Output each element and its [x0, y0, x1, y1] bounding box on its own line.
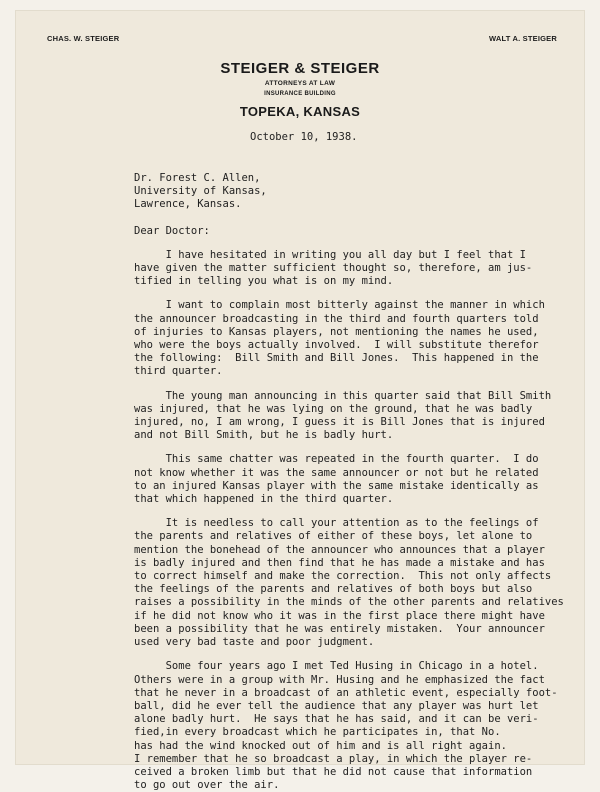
- paragraph-line: injured, no, I am wrong, I guess it is Bill Jones that is injured: [134, 416, 545, 429]
- paragraph-line: Others were in a group with Mr. Husing and he emphasized the fact: [134, 673, 545, 686]
- body-paragraph: [134, 660, 558, 792]
- paragraph-line: ball, did he ever tell the audience that any player was hurt let: [134, 699, 539, 712]
- partner-right-name: WALT A. STEIGER: [489, 34, 557, 43]
- body-paragraph: [134, 389, 552, 443]
- body-paragraph: [134, 453, 539, 506]
- paragraph-line: the feelings of the parents and relatives of both boys but also: [134, 583, 533, 596]
- paragraph-line: This same chatter was repeated in the fourth quarter. I do: [134, 453, 539, 466]
- paragraph-line: have given the matter sufficient thought so, therefore, am jus-: [134, 262, 533, 275]
- body-paragraph: [134, 248, 533, 289]
- letter-date: October 10, 1938.: [250, 131, 358, 143]
- paragraph-line: been a possibility that he was entirely mistaken. Your announcer: [134, 622, 545, 635]
- body-paragraph: [134, 299, 545, 378]
- paragraph-line: the following: Bill Smith and Bill Jones. This happened in the: [134, 352, 539, 365]
- firm-city: TOPEKA, KANSAS: [239, 104, 361, 119]
- paragraph-line: and not Bill Smith, but he is badly hurt.: [134, 429, 394, 442]
- paragraph-line: alone badly hurt. He says that he has said, and it can be veri-: [134, 713, 539, 726]
- recipient-line: University of Kansas,: [134, 185, 267, 198]
- paragraph-line: to an injured Kansas player with the same mistake identically as: [134, 479, 539, 492]
- paragraph-line: not know whether it was the same announcer or not but he related: [134, 466, 539, 479]
- recipient-line: Lawrence, Kansas.: [134, 198, 242, 211]
- paragraph-line: Some four years ago I met Ted Husing in Chicago in a hotel.: [134, 660, 539, 673]
- paragraph-line: The young man announcing in this quarter said that Bill Smith: [134, 389, 552, 402]
- recipient-address: [134, 172, 484, 212]
- paragraph-line: to go out over the air.: [134, 779, 280, 792]
- firm-practice: ATTORNEYS AT LAW: [264, 80, 336, 87]
- paragraph-line: I remember that he so broadcast a play, in which the player re-: [134, 752, 533, 765]
- letter-page: [15, 10, 585, 792]
- firm-building: INSURANCE BUILDING: [264, 91, 336, 97]
- paragraph-line: the announcer broadcasting in the third and fourth quarters told: [134, 312, 539, 325]
- paragraph-line: is badly injured and then find that he has made a mistake and has: [134, 556, 545, 569]
- firm-name: STEIGER & STEIGER: [220, 60, 380, 77]
- paragraph-line: used very bad taste and poor judgment.: [134, 636, 375, 649]
- paragraph-line: fied,in every broadcast which he participates in, that No.: [134, 726, 501, 739]
- paragraph-line: mention the bonehead of the announcer who announces that a player: [134, 543, 545, 556]
- paragraph-line: tified in telling you what is on my mind.: [134, 275, 394, 288]
- letter-body: [134, 172, 564, 792]
- letter-paragraphs: [134, 248, 564, 792]
- paragraph-line: to correct himself and make the correction. This not only affects: [134, 570, 552, 583]
- paragraph-line: that he never in a broadcast of an athletic event, especially foot-: [134, 686, 558, 699]
- paragraph-line: ceived a broken limb but that he did not cause that information: [134, 765, 533, 778]
- paragraph-line: has had the wind knocked out of him and is all right again.: [134, 739, 507, 752]
- paragraph-line: I have hesitated in writing you all day but I feel that I: [134, 248, 526, 261]
- paragraph-line: the parents and relatives of either of these boys, let alone to: [134, 530, 533, 543]
- paragraph-line: It is needless to call your attention as to the feelings of: [134, 517, 539, 530]
- paragraph-line: that which happened in the third quarter.: [134, 493, 394, 506]
- paragraph-line: if he did not know who it was in the first place there might have: [134, 609, 545, 622]
- paragraph-line: who were the boys actually involved. I will substitute therefor: [134, 339, 539, 352]
- paragraph-line: third quarter.: [134, 365, 223, 378]
- body-paragraph: [134, 517, 564, 649]
- salutation: Dear Doctor:: [134, 224, 210, 237]
- paragraph-line: I want to complain most bitterly against the manner in which: [134, 299, 545, 312]
- paragraph-line: of injuries to Kansas players, not mentioning the names he used,: [134, 325, 539, 338]
- recipient-line: Dr. Forest C. Allen,: [134, 172, 261, 184]
- paragraph-line: raises a possibility in the minds of the other parents and relatives: [134, 596, 564, 609]
- partner-left-name: CHAS. W. STEIGER: [47, 34, 120, 43]
- paragraph-line: was injured, that he was lying on the ground, that he was badly: [134, 402, 533, 415]
